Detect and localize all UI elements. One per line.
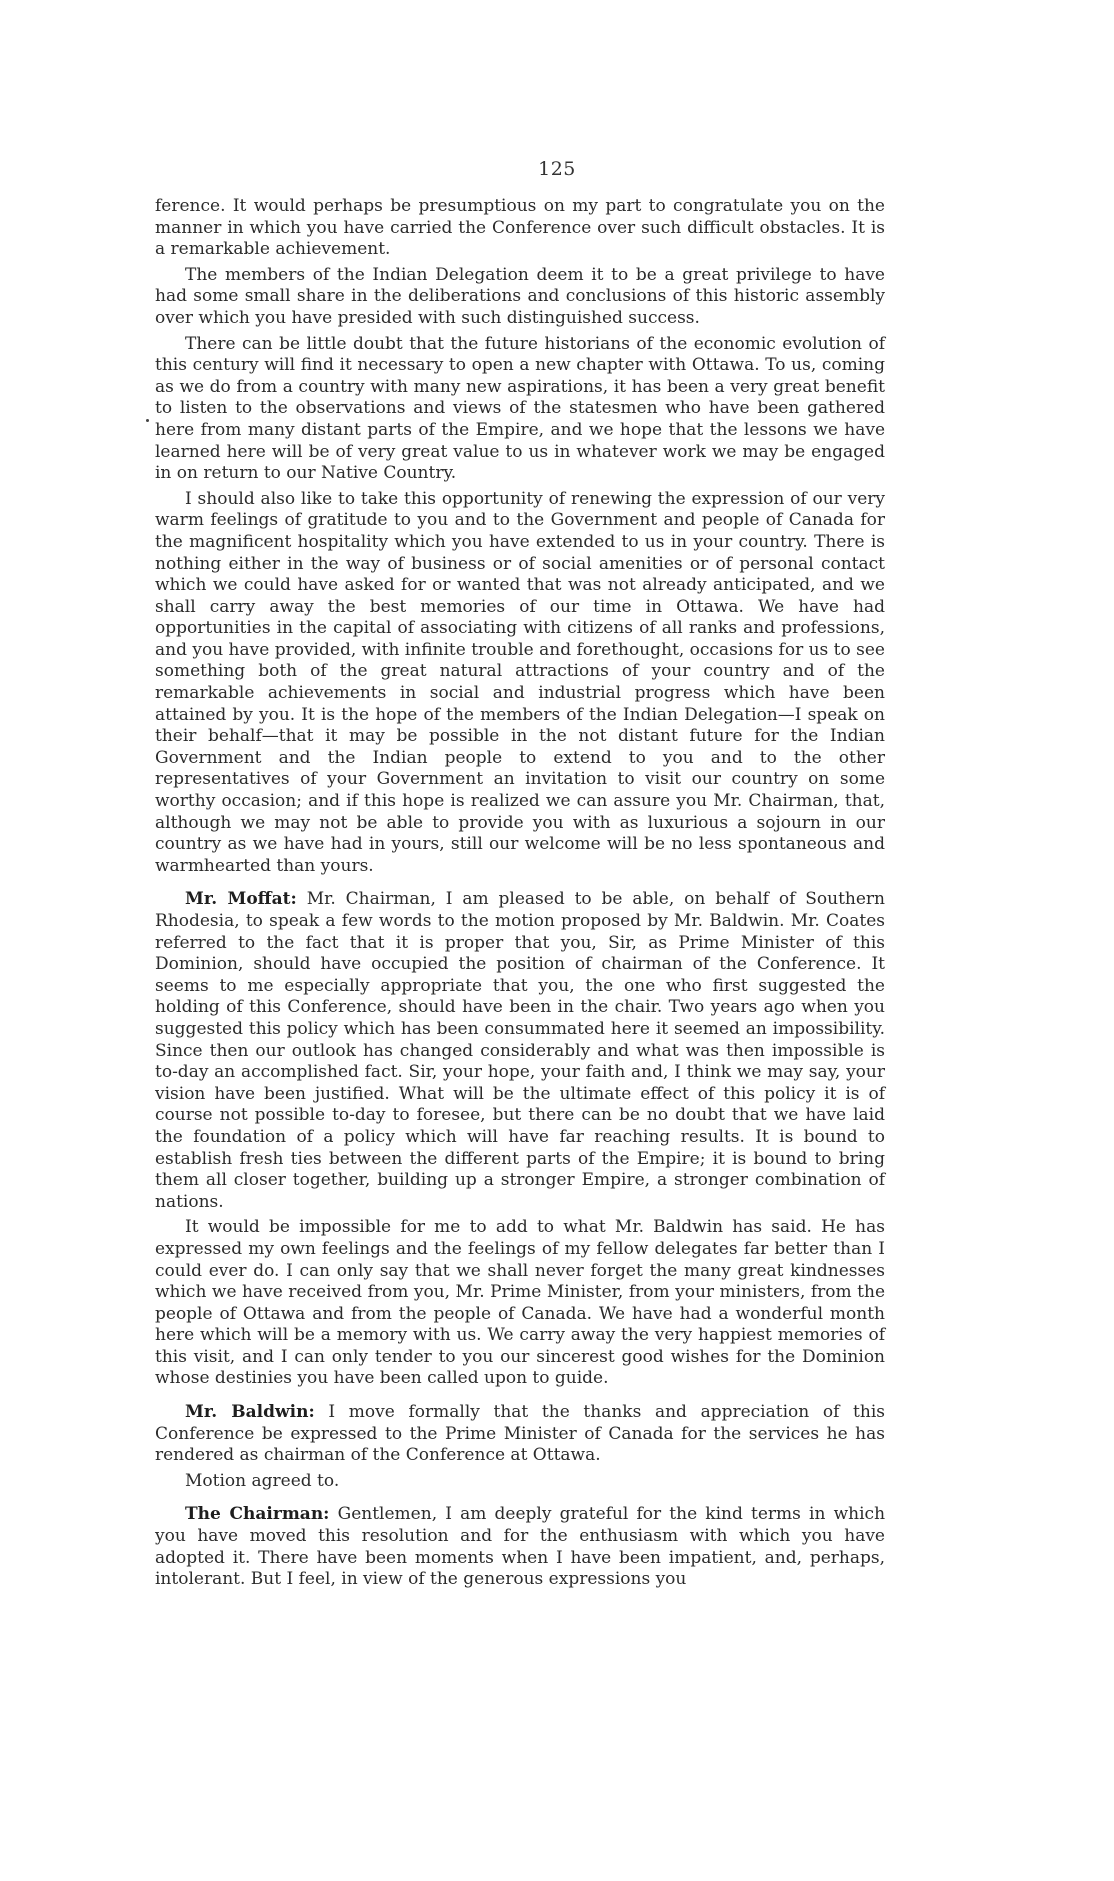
speech-chairman (155, 1504, 885, 1590)
paragraph-text: I move formally that the thanks and appreciation of this Conference be expressed to the Prime Minister of Canada for the services he has rendered as chairman of the Conference at Ottawa. (155, 1402, 885, 1466)
margin-dot (146, 419, 149, 422)
paragraph (155, 334, 885, 485)
paragraph-text: I should also like to take this opportunity of renewing the expression of our very warm feelings of gratitude to you and to the Government and people of Canada for the magnificent hospitality which you have extended to us in your country. There is nothing either in the way of business or of social amenities or of personal contact which we could have asked for or wanted that was not already anticipated, and we shall carry away the best memories of our time in Ottawa. We have had opportunities in the capital of associating with citizens of all ranks and professions, and you have provided, with infinite trouble and forethought, occasions for us to see something both of the great natural attractions of your country and of the remarkable achievements in social and industrial progress which have been attained by you. It is the hope of the members of the Indian Delegation—I speak on their behalf—that it may be possible in the not distant future for the Indian Government and the Indian people to extend to you and to the other representatives of your Government an invitation to visit our country on some worthy occasion; and if this hope is realized we can assure you Mr. Chairman, that, although we may not be able to provide you with as luxurious a sojourn in our country as we have had in yours, still our welcome will be no less spontaneous and warmhearted than yours. (155, 488, 885, 876)
paragraph (155, 1217, 885, 1390)
paragraph-text: ference. It would perhaps be presumptious on my part to congratulate you on the manner in which you have carried the Conference over such difficult obstacles. It is a remarkable achievement. (155, 196, 885, 260)
speech-moffat (155, 889, 885, 1213)
body-text (155, 196, 885, 1595)
motion-note (155, 1471, 885, 1493)
paragraph-continued (155, 196, 885, 261)
paragraph (155, 265, 885, 330)
paragraph-text: There can be little doubt that the future historians of the economic evolution of this century will find it necessary to open a new chapter with Ottawa. To us, coming as we do from a country with many new aspirations, it has been a very great benefit to listen to the observations and views of the statesmen who have been gathered here from many distant parts of the Empire, and we hope that the lessons we have learned here will be of very great value to us in whatever work we may be engaged in on return to our Native Country. (155, 333, 885, 484)
paragraph-text: Motion agreed to. (185, 1470, 340, 1491)
speech-baldwin (155, 1402, 885, 1467)
paragraph-text: Gentlemen, I am deeply grateful for the kind terms in which you have moved this resolution and for the enthusiasm with which you have adopted it. There have been moments when I have been impatient, and, perhaps, intolerant. But I feel, in view of the generous expressions you (155, 1504, 886, 1590)
paragraph-text: Mr. Chairman, I am pleased to be able, on behalf of Southern Rhodesia, to speak a few words to the motion proposed by Mr. Baldwin. Mr. Coates referred to the fact that it is proper that you, Sir, as Prime Minister of this Dominion, should have occupied the position of chairman of the Conference. It seems to me especially appropriate that you, the one who first suggested the holding of this Conference, should have been in the chair. Two years ago when you suggested this policy which has been consummated here it seemed an impossibility. Since then our outlook has changed considerably and what was then impossible is to-day an accomplished fact. Sir, your hope, your faith and, I think we may say, your vision have been justified. What will be the ultimate effect of this policy it is of course not possible to-day to foresee, but there can be no doubt that we have laid the foundation of a policy which will have far reaching results. It is bound to establish fresh ties between the different parts of the Empire; it is bound to bring them all closer together, building up a stronger Empire, a stronger combination of nations. (155, 889, 886, 1212)
paragraph-text: It would be impossible for me to add to what Mr. Baldwin has said. He has expressed my own feelings and the feelings of my fellow delegates far better than I could ever do. I can only say that we shall never forget the many great kindnesses which we have received from you, Mr. Prime Minister, from your ministers, from the people of Ottawa and from the people of Canada. We have had a wonderful month here which will be a memory with us. We carry away the very happiest memories of this visit, and I can only tender to you our sincerest good wishes for the Dominion whose destinies you have been called upon to guide. (155, 1217, 885, 1389)
page-number: 125 (538, 158, 576, 180)
paragraph (155, 489, 885, 878)
paragraph-text: The members of the Indian Delegation deem it to be a great privilege to have had some small share in the deliberations and conclusions of this historic assembly over which you have presided with such distinguished success. (155, 264, 885, 328)
speaker-name: Mr. Moffat: (185, 889, 297, 910)
speaker-name: The Chairman: (185, 1504, 330, 1525)
speaker-name: Mr. Baldwin: (185, 1402, 315, 1423)
